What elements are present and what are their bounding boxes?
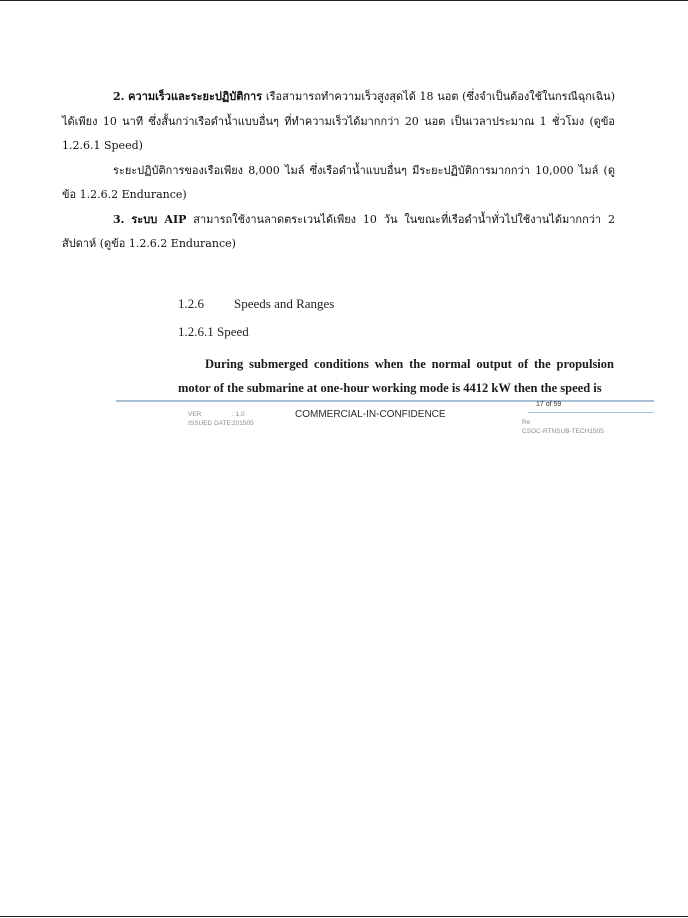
- embedded-excerpt: [178, 292, 614, 400]
- version-label: VER: [188, 411, 202, 418]
- footer-divider: [116, 400, 654, 402]
- item-heading: ความเร็วและระยะปฏิบัติการ: [128, 90, 263, 103]
- issued-label: ISSUED DATE:: [188, 420, 233, 427]
- paragraph-speed-range: [62, 85, 615, 159]
- document-reference: [522, 418, 604, 436]
- page-number: 17 of 59: [536, 401, 562, 408]
- excerpt-text: During submerged conditions when the normal output of the propulsion motor of the submarine at one-hour working mode is 4412 kW then the speed is: [178, 357, 614, 395]
- section-number: 1.2.6: [178, 296, 204, 311]
- section-heading: [178, 292, 614, 316]
- subsection-heading: 1.2.6.1 Speed: [178, 324, 249, 339]
- classification-label: COMMERCIAL-IN-CONFIDENCE: [295, 409, 446, 420]
- footer-divider-short: [528, 412, 654, 413]
- paragraph-aip: [62, 208, 615, 257]
- item-text: สามารถใช้งานลาดตระเวนได้เพียง 10 วัน ในขณะที่เรือดำน้ำทั่วไปใช้งานได้มากกว่า 2 สัปดาห์ (ดูข้อ 1.2.6.2 Endurance): [62, 212, 616, 250]
- thai-body: [62, 85, 615, 257]
- item-number: 3.: [113, 212, 125, 226]
- issued-value: 201505: [232, 420, 254, 427]
- top-border: [0, 0, 688, 1]
- excerpt-paragraph: [178, 352, 614, 400]
- ref-value: CSOC-RTNSUB-TECH1505: [522, 428, 604, 435]
- bottom-border: [0, 916, 688, 917]
- paragraph-range: [62, 159, 615, 208]
- document-meta: [188, 410, 254, 428]
- version-value: : 1.0: [232, 411, 245, 418]
- item-number: 2.: [113, 90, 125, 103]
- item-text: ระยะปฏิบัติการของเรือเพียง 8,000 ไมล์ ซึ่งเรือดำน้ำแบบอื่นๆ มีระยะปฏิบัติการมากกว่า 10,000 ไมล์ (ดูข้อ 1.2.6.2 Endurance): [62, 163, 615, 201]
- item-text: เรือสามารถทำความเร็วสูงสุดได้ 18 นอต (ซึ่งจำเป็นต้องใช้ในกรณีฉุกเฉิน) ได้เพียง 10 นาที ซึ่งสั้นกว่าเรือดำน้ำแบบอื่นๆ ที่ทำความเร็วได้มากกว่า 20 นอต เป็นเวลาประมาณ 1 ชั่วโมง (ดูข้อ 1.2.6.1 Speed): [62, 90, 615, 152]
- ref-label: Re: [522, 419, 531, 426]
- item-heading: ระบบ AIP: [131, 212, 187, 226]
- section-title: Speeds and Ranges: [234, 296, 335, 311]
